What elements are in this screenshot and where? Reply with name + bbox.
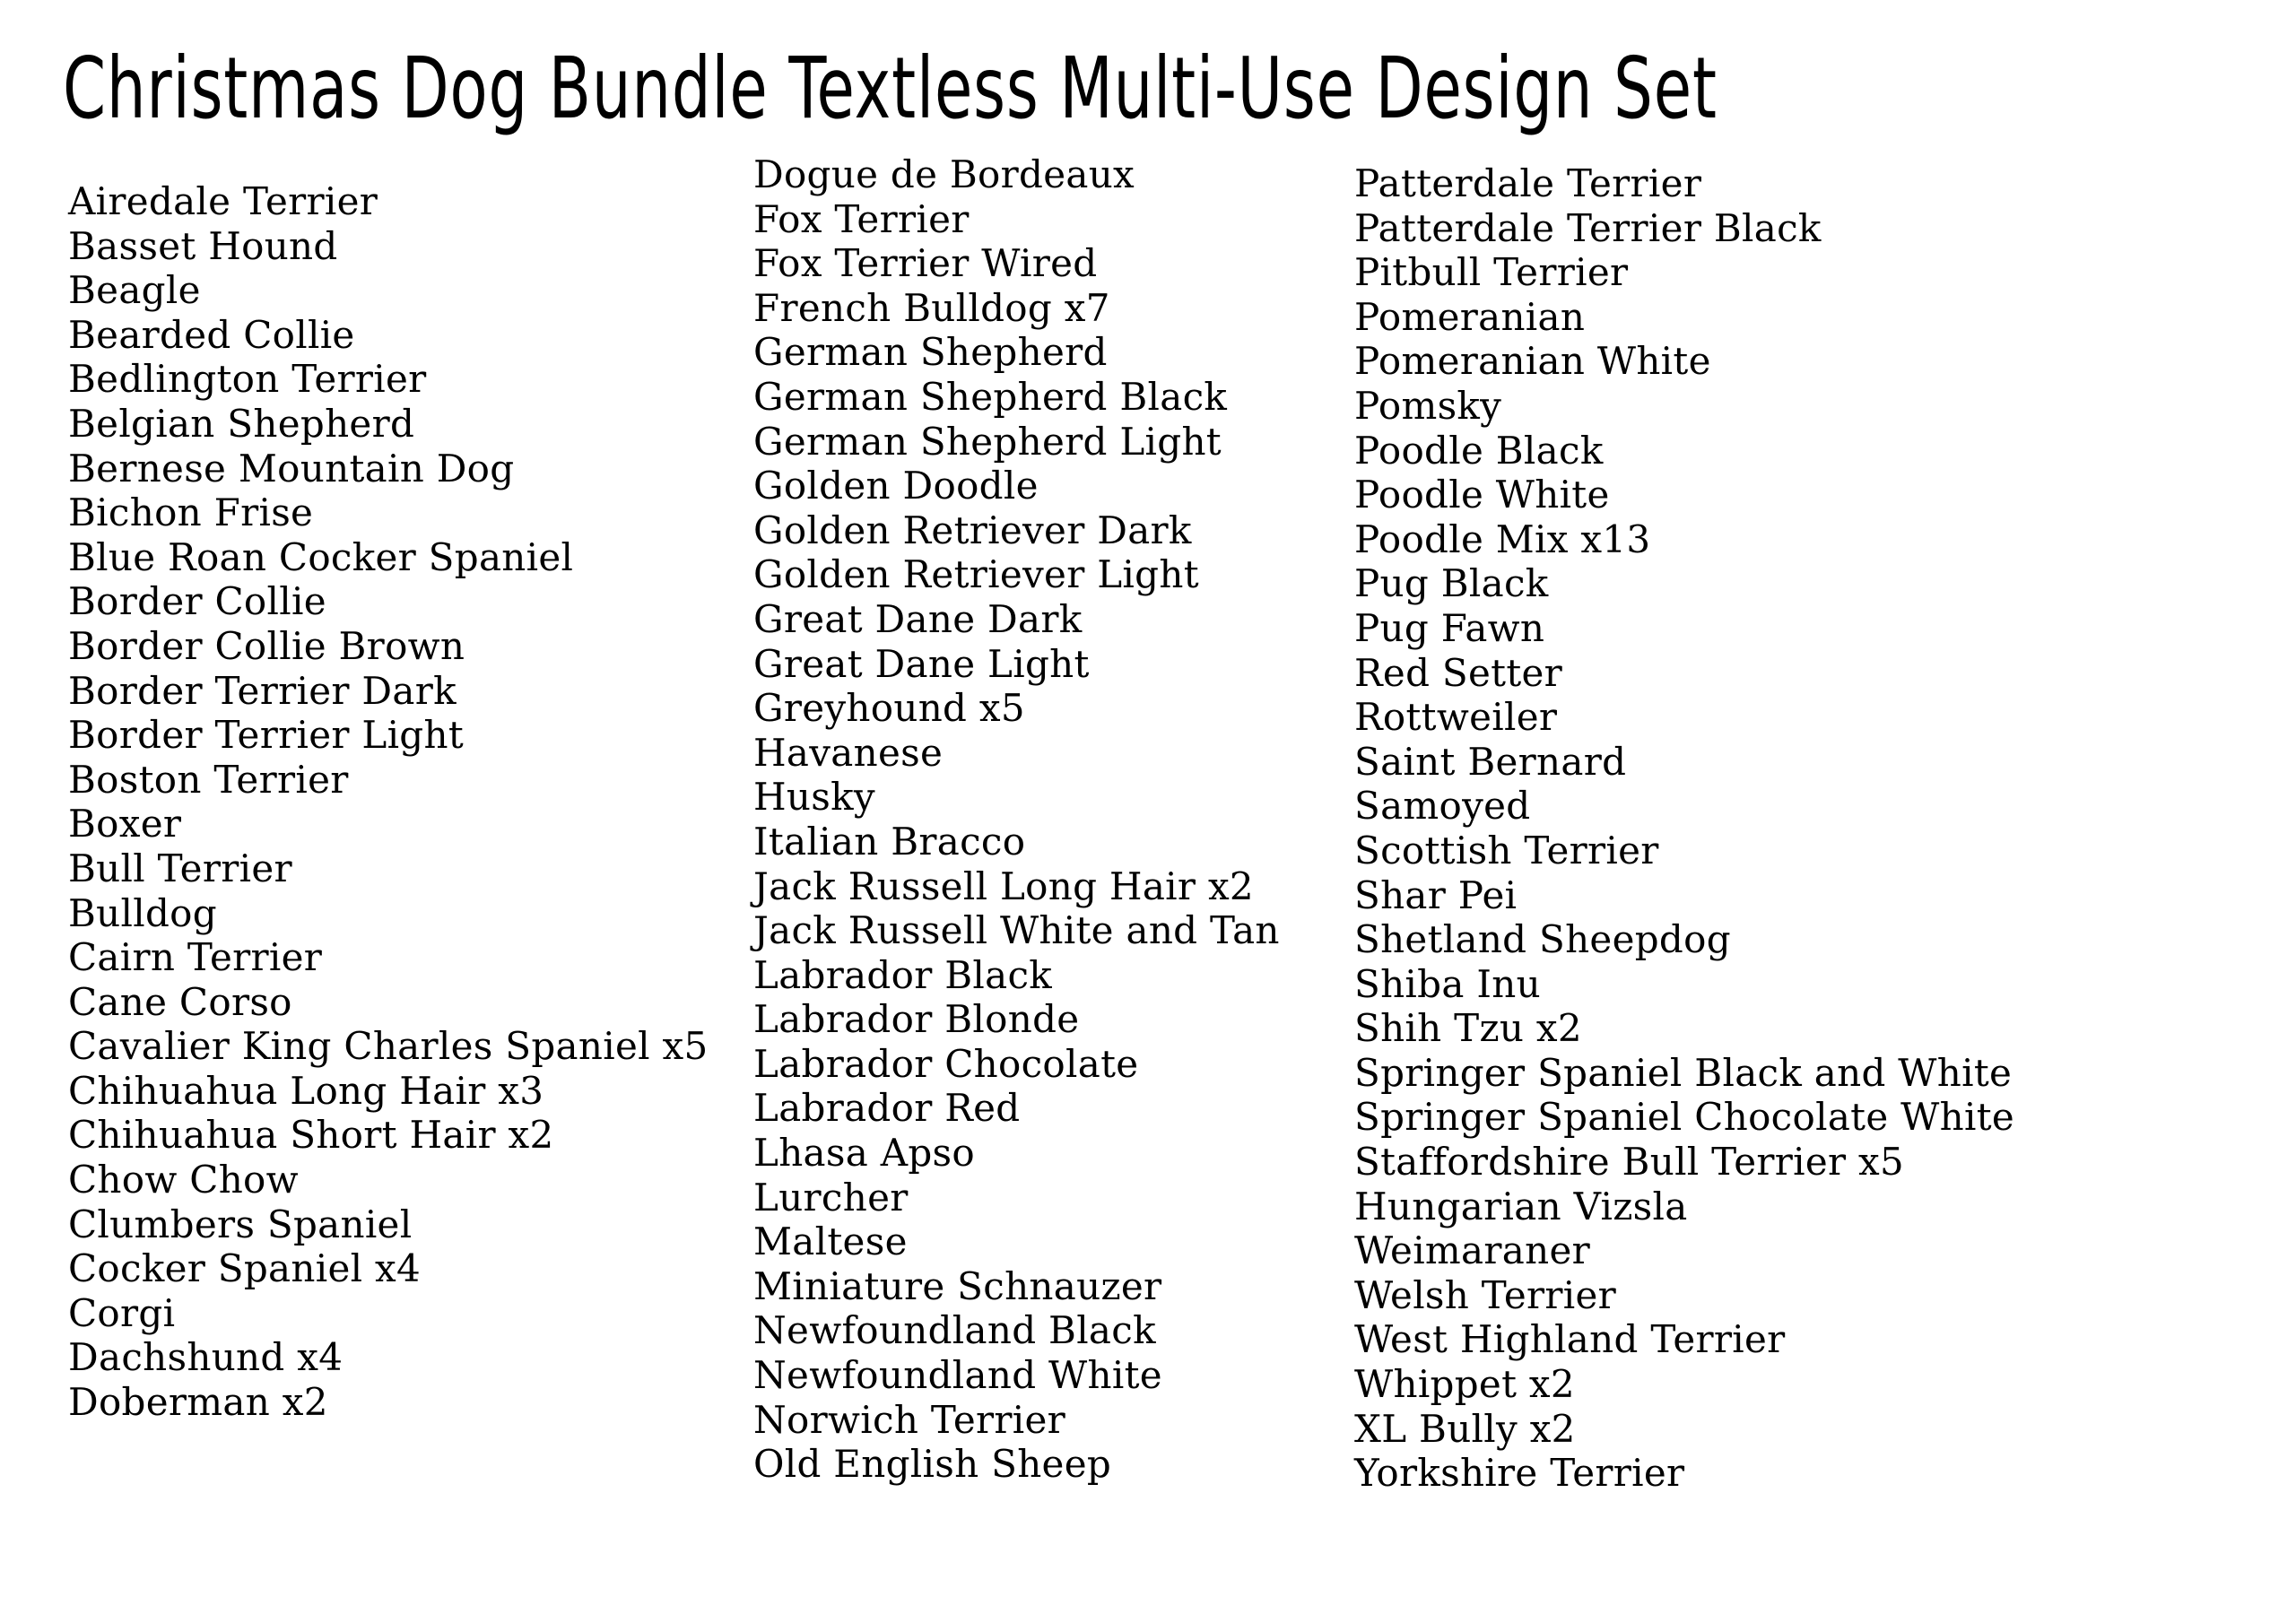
breed-list-item: Pomeranian xyxy=(1354,294,1586,339)
page-title: Christmas Dog Bundle Textless Multi-Use Design Set xyxy=(63,39,1718,139)
breed-list-item: Lurcher xyxy=(753,1175,909,1219)
breed-list-item: Great Dane Light xyxy=(753,641,1090,686)
breed-list-item: Boston Terrier xyxy=(68,757,349,802)
breed-list-item: Dachshund x4 xyxy=(68,1335,344,1380)
breed-list-item: Cairn Terrier xyxy=(68,935,323,980)
breed-list-item: German Shepherd xyxy=(753,330,1108,375)
breed-list-item: Patterdale Terrier xyxy=(1354,161,1702,205)
breed-list-item: Great Dane Dark xyxy=(753,596,1083,641)
breed-list-item: Basset Hound xyxy=(68,223,338,268)
breed-list-item: Lhasa Apso xyxy=(753,1131,975,1176)
breed-list-item: Bull Terrier xyxy=(68,846,292,890)
breed-list-item: Border Collie xyxy=(68,579,326,624)
breed-list-item: Poodle Black xyxy=(1354,428,1604,473)
breed-list-item: Golden Retriever Dark xyxy=(753,508,1192,552)
breed-list-item: Patterdale Terrier Black xyxy=(1354,205,1822,250)
breed-list-item: Pug Black xyxy=(1354,561,1549,606)
breed-list-item: Border Collie Brown xyxy=(68,623,465,668)
breed-list-item: Golden Retriever Light xyxy=(753,552,1199,597)
breed-list-item: Bichon Frise xyxy=(68,490,314,535)
breed-list-item: German Shepherd Light xyxy=(753,419,1222,464)
breed-list-item: Cavalier King Charles Spaniel x5 xyxy=(68,1024,709,1069)
breed-list-item: Pitbull Terrier xyxy=(1354,250,1629,295)
breed-list-item: Pomeranian White xyxy=(1354,339,1711,384)
breed-list-item: Beagle xyxy=(68,268,201,313)
breed-list-item: Dogue de Bordeaux xyxy=(753,152,1135,196)
breed-list-item: Golden Doodle xyxy=(753,464,1039,508)
breed-list-item: Border Terrier Dark xyxy=(68,668,457,713)
breed-list-item: Boxer xyxy=(68,802,182,846)
breed-list-item: Rottweiler xyxy=(1354,695,1558,740)
breed-list-item: Maltese xyxy=(753,1219,908,1264)
breed-list-item: Weimaraner xyxy=(1354,1228,1590,1273)
breed-list-item: Chihuahua Long Hair x3 xyxy=(68,1068,544,1113)
breed-list-item: Samoyed xyxy=(1354,784,1531,829)
breed-list-item: Airedale Terrier xyxy=(68,179,378,223)
breed-list-item: Old English Sheep xyxy=(753,1442,1112,1487)
breed-list-item: Cocker Spaniel x4 xyxy=(68,1246,422,1291)
breed-list-item: Shar Pei xyxy=(1354,872,1518,917)
breed-list-item: Belgian Shepherd xyxy=(68,401,415,446)
breed-list-item: Greyhound x5 xyxy=(753,686,1025,731)
breed-list-item: French Bulldog x7 xyxy=(753,285,1110,330)
breed-list-item: Newfoundland White xyxy=(753,1353,1162,1398)
breed-list-item: Pug Fawn xyxy=(1354,605,1545,650)
breed-list-item: XL Bully x2 xyxy=(1354,1406,1576,1451)
breed-list-item: Springer Spaniel Black and White xyxy=(1354,1050,2013,1095)
breed-list-item: Fox Terrier Wired xyxy=(753,241,1098,286)
breed-list-item: Shih Tzu x2 xyxy=(1354,1006,1582,1051)
breed-list-item: Whippet x2 xyxy=(1354,1362,1575,1407)
breed-list-item: Corgi xyxy=(68,1290,176,1335)
breed-list-item: Labrador Chocolate xyxy=(753,1041,1139,1086)
breed-list-item: Poodle White xyxy=(1354,473,1610,517)
breed-list-item: Clumbers Spaniel xyxy=(68,1202,413,1246)
breed-list-item: Pomsky xyxy=(1354,383,1502,428)
breed-list-item: Cane Corso xyxy=(68,979,292,1024)
breed-list-item: Jack Russell Long Hair x2 xyxy=(753,864,1254,908)
breed-list-item: Border Terrier Light xyxy=(68,713,465,758)
breed-list-item: Bearded Collie xyxy=(68,312,355,357)
breed-list-item: Doberman x2 xyxy=(68,1380,328,1425)
breed-list-item: Labrador Blonde xyxy=(753,997,1080,1042)
breed-list-item: Fox Terrier xyxy=(753,196,970,241)
breed-list-item: Chow Chow xyxy=(68,1158,299,1202)
breed-list-item: Poodle Mix x13 xyxy=(1354,516,1651,561)
breed-list-item: Staffordshire Bull Terrier x5 xyxy=(1354,1140,1905,1185)
breed-list-item: Shiba Inu xyxy=(1354,961,1541,1006)
breed-list-item: West Highland Terrier xyxy=(1354,1317,1786,1362)
breed-list-column-2 xyxy=(753,152,1345,1487)
breed-list-item: Bedlington Terrier xyxy=(68,357,427,402)
breed-list-item: Miniature Schnauzer xyxy=(753,1263,1162,1308)
breed-list-item: Shetland Sheepdog xyxy=(1354,917,1731,962)
breed-list-item: Blue Roan Cocker Spaniel xyxy=(68,534,574,579)
breed-list-item: Saint Bernard xyxy=(1354,739,1627,784)
breed-list-item: Chihuahua Short Hair x2 xyxy=(68,1113,554,1158)
breed-list-item: Bulldog xyxy=(68,890,217,935)
breed-list-column-3 xyxy=(1354,161,2251,1496)
breed-list-column-1 xyxy=(68,179,750,1425)
breed-list-item: Husky xyxy=(753,775,875,820)
breed-list-item: Yorkshire Terrier xyxy=(1354,1451,1685,1496)
breed-list-item: Scottish Terrier xyxy=(1354,828,1659,872)
breed-list-item: Hungarian Vizsla xyxy=(1354,1184,1688,1228)
breed-list-item: Jack Russell White and Tan xyxy=(753,908,1280,953)
breed-list-item: Labrador Black xyxy=(753,952,1053,997)
breed-list-item: Springer Spaniel Chocolate White xyxy=(1354,1095,2015,1140)
breed-list-item: Newfoundland Black xyxy=(753,1308,1156,1353)
breed-list-item: Welsh Terrier xyxy=(1354,1272,1617,1317)
breed-list-item: Italian Bracco xyxy=(753,819,1026,864)
breed-list-item: Red Setter xyxy=(1354,650,1563,695)
breed-list-item: Norwich Terrier xyxy=(753,1397,1066,1442)
breed-list-item: Bernese Mountain Dog xyxy=(68,446,515,490)
breed-list-item: Havanese xyxy=(753,730,944,775)
breed-list-item: Labrador Red xyxy=(753,1086,1021,1131)
breed-list-item: German Shepherd Black xyxy=(753,374,1228,419)
